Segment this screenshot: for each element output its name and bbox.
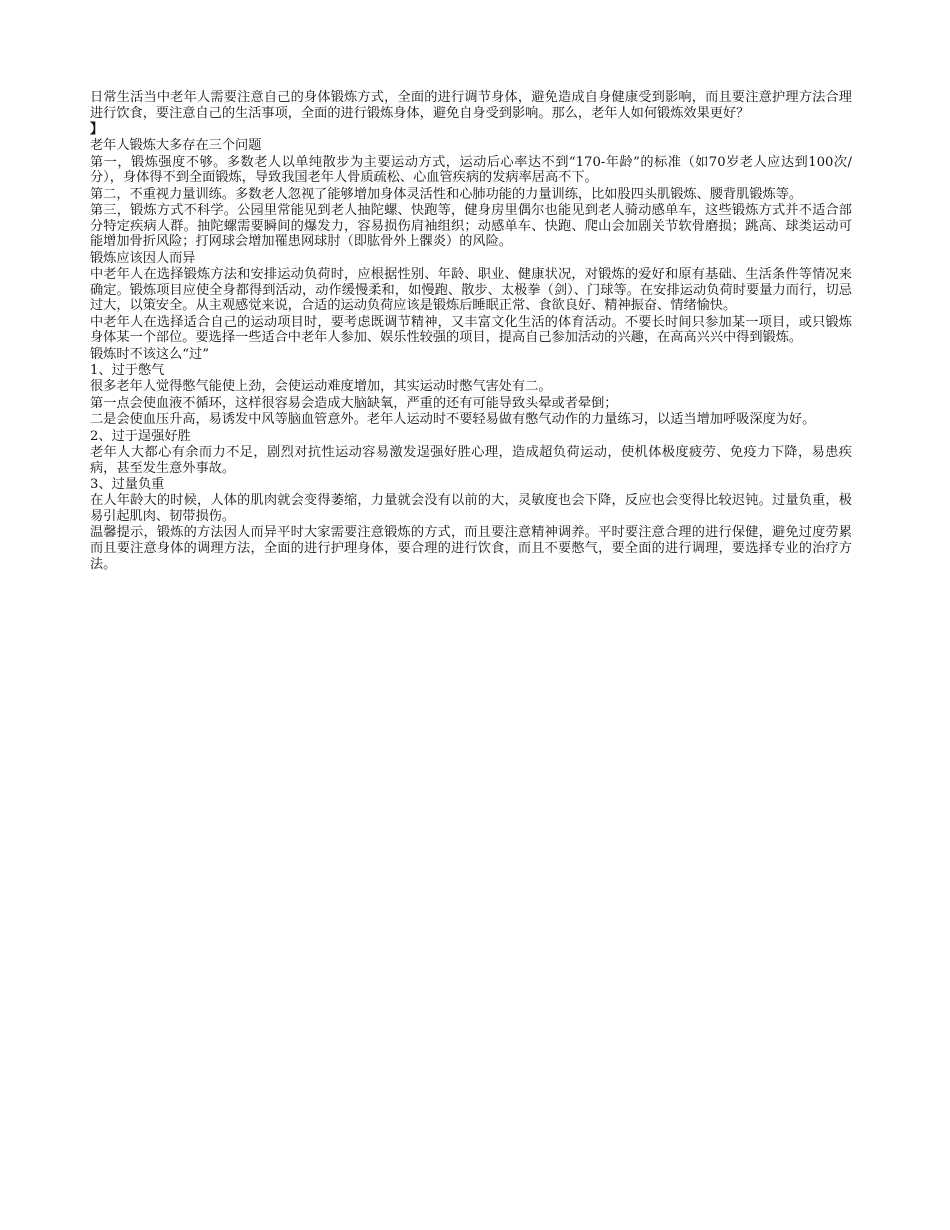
section-heading-individual: 锻炼应该因人而异 <box>90 250 196 266</box>
intro-paragraph: 日常生活当中老年人需要注意自己的身体锻炼方式，全面的进行调节身体，避免造成自身健康受到影响，而且要注意护理方法合理进行饮食，要注意自己的生活事项，全面的进行锻炼身体，避免自身受到影响。那么，老年人如何锻炼效果更好？ <box>90 90 852 121</box>
subheading-overload: 3、过量负重 <box>90 477 165 492</box>
problem-one-paragraph: 第一，锻炼强度不够。多数老人以单纯散步为主要运动方式，运动后心率达不到“170-年龄”的标准（如70岁老人应达到100次/分），身体得不到全面锻炼，导致我国老年人骨质疏松、心血管疾病的发病率居高不下。 <box>90 154 852 186</box>
competitive-paragraph: 老年人大都心有余而力不足，剧烈对抗性运动容易激发逞强好胜心理，造成超负荷运动，使机体极度疲劳、免疫力下降，易患疾病，甚至发生意外事故。 <box>90 445 852 476</box>
holding-breath-paragraph: 很多老年人觉得憋气能使上劲，会使运动难度增加，其实运动时憋气害处有二。 <box>90 379 552 395</box>
subheading-competitive: 2、过于逞强好胜 <box>90 428 191 444</box>
tips-paragraph: 温馨提示，锻炼的方法因人而异平时大家需要注意锻炼的方式，而且要注意精神调养。平时要注意合理的进行保健，避免过度劳累而且要注意身体的调理方法，全面的进行护理身体，要合理的进行饮食，而且不要憋气，要全面的进行调理，要选择专业的治疗方法。 <box>90 525 852 572</box>
section-heading-three-problems: 老年人锻炼大多存在三个问题 <box>90 138 262 154</box>
problem-two-paragraph: 第二，不重视力量训练。多数老人忽视了能够增加身体灵活性和心肺功能的力量训练，比如股四头肌锻炼、腰背肌锻炼等。 <box>90 186 803 202</box>
subheading-holding-breath: 1、过于憋气 <box>90 363 165 379</box>
overload-paragraph: 在人年龄大的时候，人体的肌肉就会变得萎缩，力量就会没有以前的大，灵敏度也会下降，反应也会变得比较迟钝。过量负重，极易引起肌肉、韧带损伤。 <box>90 493 852 524</box>
section-heading-not-excessive: 锻炼时不该这么“过” <box>90 346 209 362</box>
individual-paragraph-2: 中老年人在选择适合自己的运动项目时，要考虑既调节精神，又丰富文化生活的体育活动。不要长时间只参加某一项目，或只锻炼身体某一个部位。要选择一些适合中老年人参加、娱乐性较强的项目，提高自己参加活动的兴趣，在高高兴兴中得到锻炼。 <box>90 314 852 346</box>
bracket-mark: 】 <box>90 121 104 137</box>
holding-breath-point-2: 二是会使血压升高，易诱发中风等脑血管意外。老年人运动时不要轻易做有憋气动作的力量练习，以适当增加呼吸深度为好。 <box>90 412 816 428</box>
problem-three-paragraph: 第三，锻炼方式不科学。公园里常能见到老人抽陀螺、快跑等，健身房里偶尔也能见到老人骑动感单车，这些锻炼方式并不适合部分特定疾病人群。抽陀螺需要瞬间的爆发力，容易损伤肩袖组织；动感单车、快跑、爬山会加剧关节软骨磨损；跳高、球类运动可能增加骨折风险；打网球会增加罹患网球肘（即肱骨外上髁炎）的风险。 <box>90 203 852 250</box>
holding-breath-point-1: 第一点会使血液不循环，这样很容易会造成大脑缺氧，严重的还有可能导致头晕或者晕倒； <box>90 395 618 411</box>
individual-paragraph-1: 中老年人在选择锻炼方法和安排运动负荷时，应根据性别、年龄、职业、健康状况，对锻炼的爱好和原有基础、生活条件等情况来确定。锻炼项目应使全身都得到活动，动作缓慢柔和，如慢跑、散步、太极拳（剑）、门球等。在安排运动负荷时要量力而行，切忌过大，以策安全。从主观感觉来说，合适的运动负荷应该是锻炼后睡眠正常、食欲良好、精神振奋、情绪愉快。 <box>90 267 852 314</box>
article-body <box>90 90 852 573</box>
